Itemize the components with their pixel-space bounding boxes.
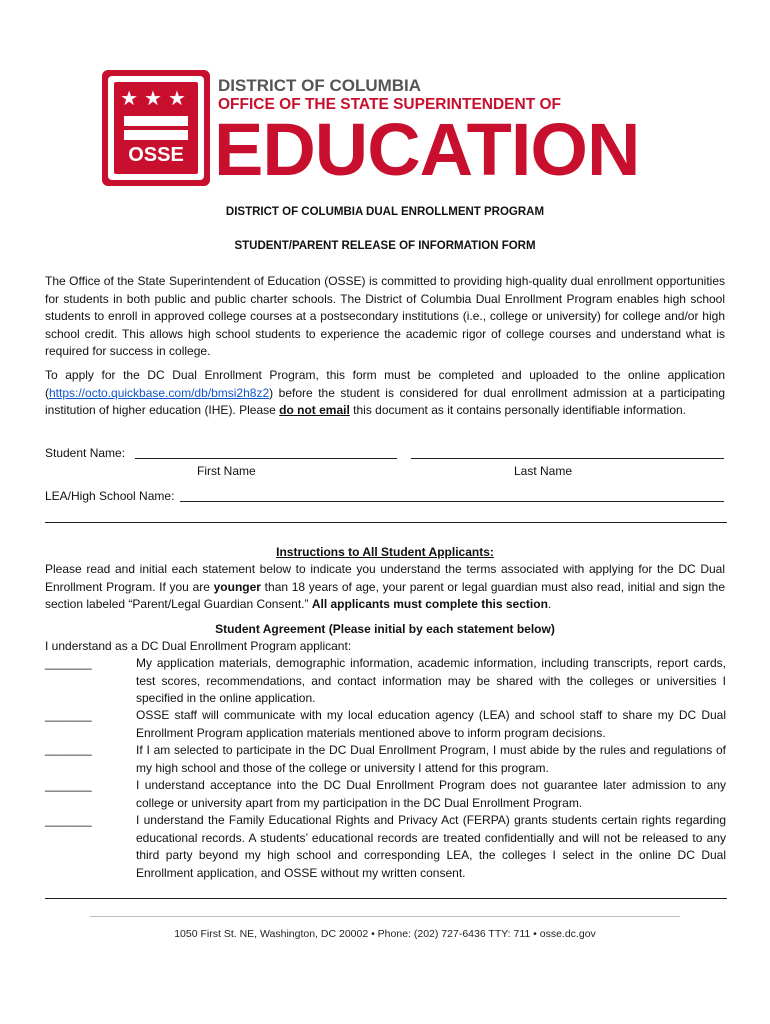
- program-heading: DISTRICT OF COLUMBIA DUAL ENROLLMENT PROGRAM: [225, 206, 545, 218]
- initial-blank-1[interactable]: _______: [45, 656, 92, 670]
- lea-school-field[interactable]: [180, 501, 724, 502]
- do-not-email-emphasis: do not email: [279, 403, 350, 417]
- osse-logo: [102, 70, 682, 191]
- agreement-lead: I understand as a DC Dual Enrollment Program applicant:: [45, 639, 352, 653]
- instructions-paragraph: Please read and initial each statement below to indicate you understand the terms associated with applying for the DC Dual Enrollment Program. If you are younger than 18 years of age, your parent or legal guardian must also read, initial and sign the section labeled “Parent/Legal Guardian Consent.” All applicants must complete this section.: [45, 562, 725, 611]
- logo-badge-text: OSSE: [128, 144, 184, 166]
- initial-blank-4[interactable]: _______: [45, 778, 92, 792]
- initial-blank-5[interactable]: _______: [45, 813, 92, 827]
- lea-label: LEA/High School Name:: [45, 489, 175, 503]
- last-name-caption: Last Name: [514, 464, 573, 478]
- first-name-caption: First Name: [197, 464, 256, 478]
- agreement-title: Student Agreement (Please initial by each statement below): [215, 622, 555, 636]
- statement-1: My application materials, demographic information, academic information, including transcripts, report cards, test scores, recommendations, and contact information may be shared with the colleges or universities I specified in the online application.: [136, 656, 726, 705]
- apply-paragraph: To apply for the DC Dual Enrollment Program, this form must be completed and uploaded to the online application (https://octo.quickbase.com/db/bmsi2h8z2) before the student is considered for dual enrollment admission at a participating institution of higher education (IHE). Please do not email this document as it contains personally identifiable information.: [45, 368, 725, 417]
- section-divider: [45, 522, 727, 523]
- dc-flag-icon: [114, 82, 198, 174]
- logo-badge: [102, 70, 210, 186]
- initial-blank-3[interactable]: _______: [45, 742, 92, 756]
- logo-office: OFFICE OF THE STATE SUPERINTENDENT OF: [218, 96, 562, 113]
- statement-5: I understand the Family Educational Rights and Privacy Act (FERPA) grants students certain rights regarding educational records. A students’ educational records are treated confidentially and will not be released to any third party beyond my high school and corresponding LEA, the colleges I select in the online DC Dual Enrollment application, and OSSE without my written consent.: [136, 813, 726, 880]
- application-link[interactable]: https://octo.quickbase.com/db/bmsi2h8z2: [49, 385, 270, 400]
- bottom-divider: [45, 898, 727, 899]
- instructions-title: Instructions to All Student Applicants:: [276, 545, 494, 559]
- statement-4: I understand acceptance into the DC Dual Enrollment Program does not guarantee later admission to any college or university apart from my participation in the DC Dual Enrollment Program.: [136, 778, 726, 810]
- footer-rule: [90, 916, 680, 917]
- stars-icon: ★★★: [120, 86, 192, 110]
- first-name-field[interactable]: [135, 458, 397, 459]
- footer-address: 1050 First St. NE, Washington, DC 20002 • Phone: (202) 727-6436 TTY: 711 • osse.dc.gov: [174, 928, 596, 940]
- statement-2: OSSE staff will communicate with my local education agency (LEA) and school staff to share my DC Dual Enrollment Program application materials mentioned above to inform program decisions.: [136, 708, 726, 740]
- initial-blank-2[interactable]: _______: [45, 708, 92, 722]
- logo-district: DISTRICT OF COLUMBIA: [218, 76, 422, 95]
- statement-3: If I am selected to participate in the DC Dual Enrollment Program, I must abide by the rules and regulations of my high school and those of the college or university I attend for this program.: [136, 743, 726, 775]
- intro-paragraph: The Office of the State Superintendent of Education (OSSE) is committed to providing high-quality dual enrollment opportunities for students in both public and public charter schools. The District of Columbia Dual Enrollment Program enables high school students to enroll in approved college courses at a postsecondary institutions (i.e., college or university) for college and/or high school credit. This allows high school students to experience the academic rigor of college courses and understand what is required for success in college.: [45, 274, 725, 358]
- last-name-field[interactable]: [411, 458, 724, 459]
- student-name-label: Student Name:: [45, 446, 126, 460]
- logo-education: EDUCATION: [214, 108, 640, 191]
- form-title: STUDENT/PARENT RELEASE OF INFORMATION FORM: [234, 240, 536, 252]
